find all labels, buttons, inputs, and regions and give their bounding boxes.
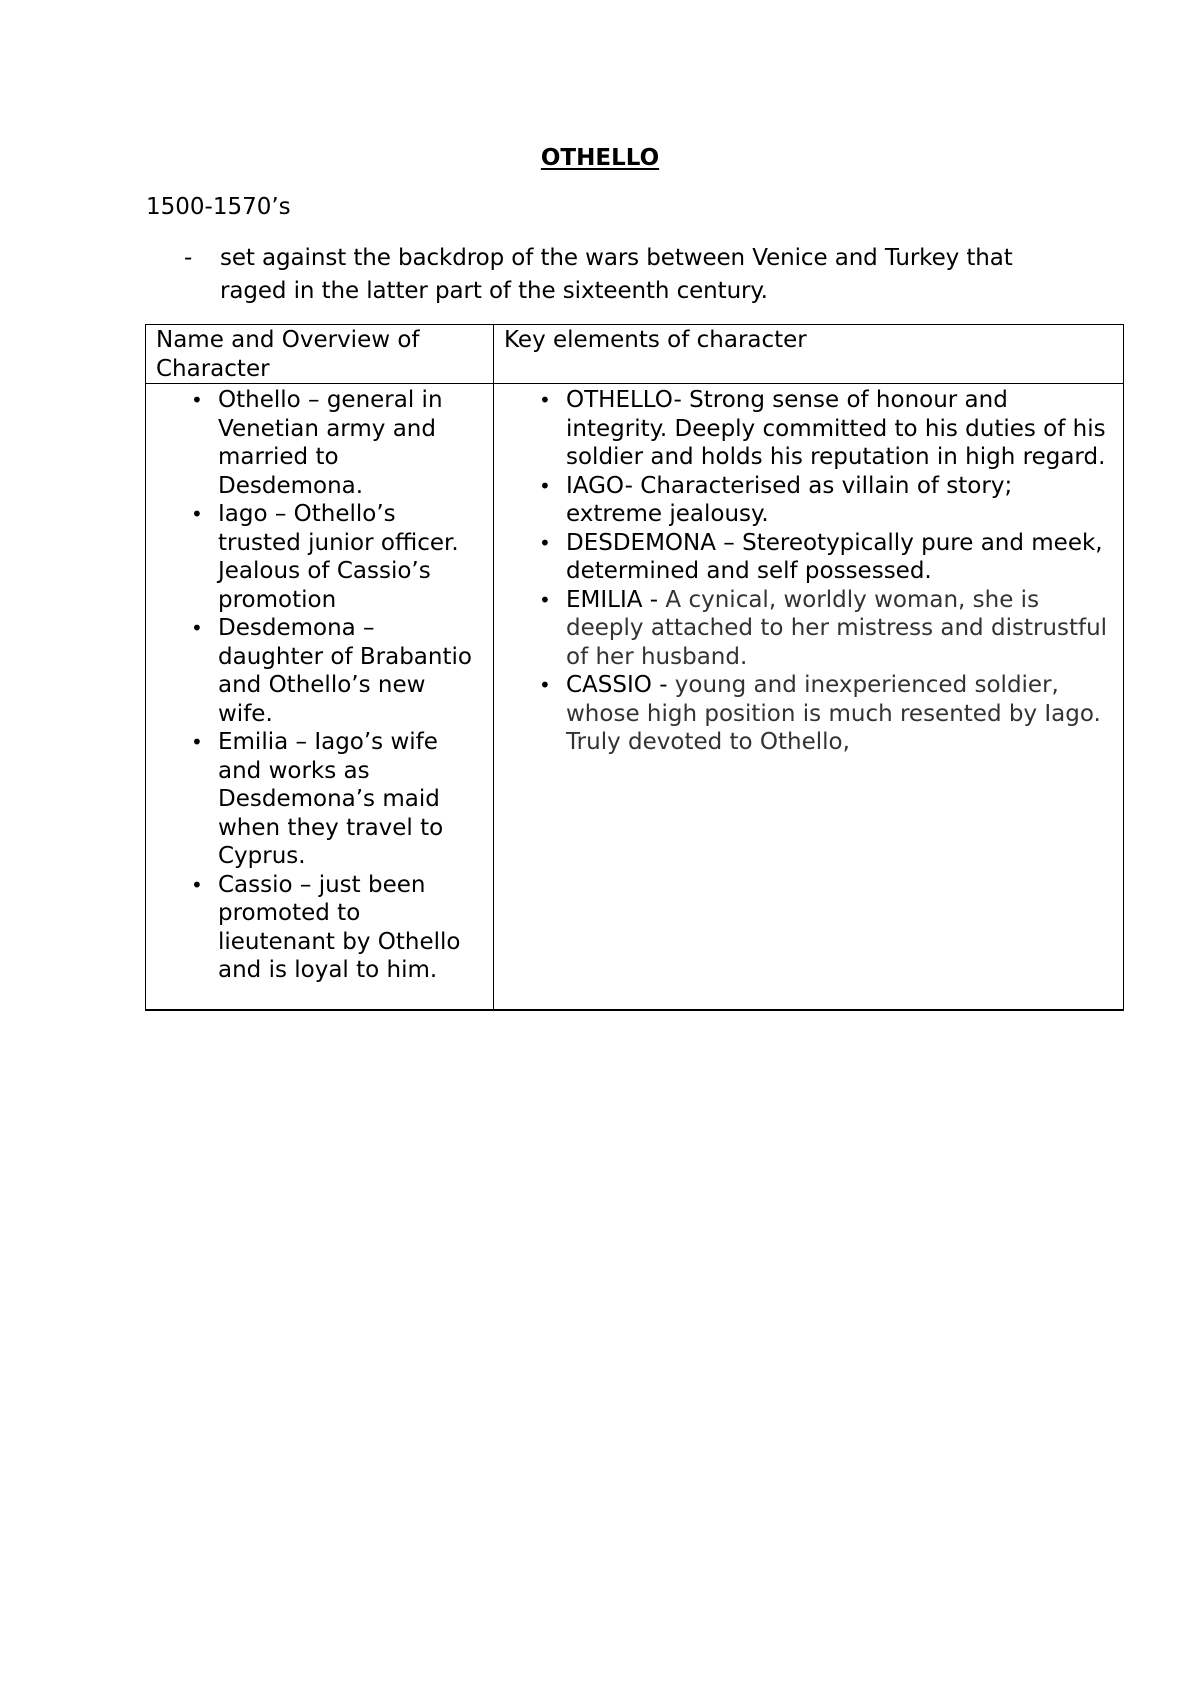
list-item <box>156 871 483 985</box>
list-item <box>156 386 483 500</box>
bullet-icon: • <box>539 587 551 612</box>
list-item <box>504 671 1113 757</box>
overview-text: Desdemona – daughter of Brabantio and Othello’s new wife. <box>218 615 472 727</box>
bullet-icon: • <box>539 473 551 498</box>
list-item <box>504 472 1113 529</box>
intro-text: set against the backdrop of the wars between Venice and Turkey that raged in the latter part of the sixteenth century. <box>220 245 1013 304</box>
overview-text: Iago – Othello’s trusted junior officer. Jealous of Cassio’s promotion <box>218 501 459 613</box>
character-name: EMILIA - <box>566 586 659 613</box>
dash-marker: - <box>184 245 193 271</box>
bullet-icon: • <box>539 388 551 412</box>
list-item <box>156 614 483 728</box>
overview-cell <box>146 384 494 1011</box>
header-key-elements: Key elements of character <box>494 325 1124 384</box>
list-item <box>504 586 1113 672</box>
key-elements-cell <box>494 384 1124 1011</box>
bullet-icon: • <box>191 730 203 754</box>
bullet-icon: • <box>539 673 551 697</box>
overview-text: Othello – general in Venetian army and married to Desdemona. <box>218 387 443 499</box>
character-table <box>145 324 1124 1011</box>
date-range: 1500-1570’s <box>146 194 291 220</box>
bullet-icon: • <box>191 616 203 640</box>
table-header-row <box>146 325 1124 384</box>
bullet-icon: • <box>191 502 203 526</box>
character-name: DESDEMONA – <box>566 529 735 556</box>
key-elements-list <box>504 386 1113 757</box>
character-detail: A cynical, worldly woman, she is deeply attached to her mistress and distrustful of her husband. <box>566 586 1108 670</box>
intro-item <box>146 242 1046 308</box>
document-title <box>0 143 1200 173</box>
list-item <box>504 529 1113 586</box>
bullet-icon: • <box>539 530 551 555</box>
character-name: CASSIO - <box>566 672 668 698</box>
character-detail: Strong sense of honour and integrity. Deeply committed to his duties of his soldier and holds his reputation in high regard. <box>566 387 1106 470</box>
list-item <box>156 500 483 614</box>
character-detail: young and inexperienced soldier, whose high position is much resented by Iago. Truly devoted to Othello, <box>566 672 1101 755</box>
document-title-text: OTHELLO <box>540 145 660 171</box>
overview-list <box>156 386 483 985</box>
table-row <box>146 384 1124 1011</box>
character-name: OTHELLO- <box>566 387 682 413</box>
overview-text: Emilia – Iago’s wife and works as Desdemona’s maid when they travel to Cyprus. <box>218 729 444 869</box>
list-item <box>156 728 483 871</box>
header-name-overview: Name and Overview of Character <box>146 325 494 384</box>
bullet-icon: • <box>191 388 203 412</box>
overview-text: Cassio – just been promoted to lieutenant by Othello and is loyal to him. <box>218 871 461 983</box>
bullet-icon: • <box>191 872 203 897</box>
character-detail: Stereotypically pure and meek, determined and self possessed. <box>566 529 1103 584</box>
character-detail: Characterised as villain of story; extreme jealousy. <box>566 472 1013 527</box>
list-item <box>504 386 1113 472</box>
character-name: IAGO- <box>566 472 633 499</box>
intro-list <box>146 242 1046 308</box>
